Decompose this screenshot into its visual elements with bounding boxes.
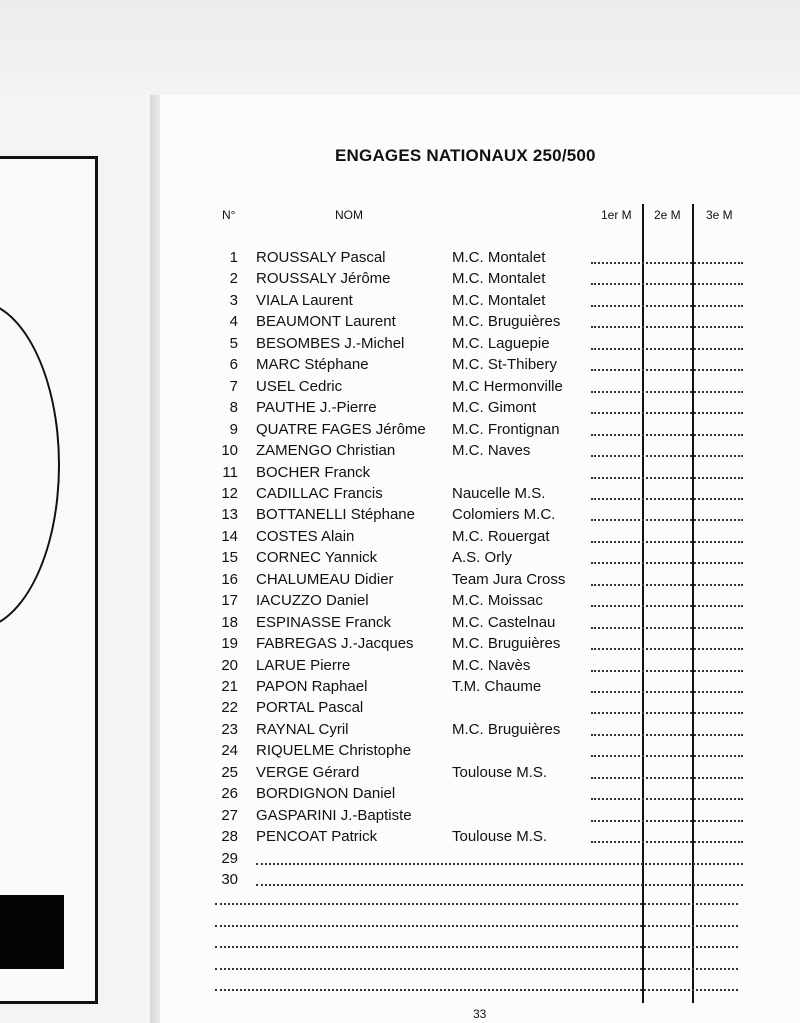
result-dotted-line: [591, 434, 743, 436]
result-dotted-line: [591, 477, 743, 479]
entry-number: 14: [221, 527, 238, 545]
list-item: [210, 569, 750, 590]
rider-club: T.M. Chaume: [452, 678, 542, 695]
rider-club: Team Jura Cross: [452, 570, 566, 588]
entry-number: 30: [221, 871, 238, 889]
result-dotted-line: [591, 262, 743, 264]
header-third-run: 3e M: [706, 208, 733, 222]
blank-line: [215, 968, 738, 970]
rider-club: Colomiers M.C.: [452, 506, 556, 524]
entry-number: 26: [221, 785, 238, 803]
result-dotted-line: [591, 627, 743, 629]
rider-name: COSTES Alain: [256, 527, 355, 545]
list-item: [210, 397, 750, 418]
entry-number: 8: [229, 399, 238, 417]
result-dotted-line: [591, 734, 743, 736]
rider-name: BOTTANELLI Stéphane: [256, 506, 415, 524]
list-item: [210, 655, 750, 676]
entry-number: 22: [221, 699, 238, 717]
rider-club: A.S. Orly: [452, 549, 513, 567]
entry-number: 1: [229, 249, 238, 266]
rider-club: Naucelle M.S.: [452, 484, 546, 502]
entry-number: 20: [221, 656, 238, 674]
list-item: [210, 547, 750, 568]
rider-name: GASPARINI J.-Baptiste: [256, 806, 412, 824]
list-item: [210, 697, 750, 718]
entry-number: 13: [221, 506, 238, 524]
blank-line: [215, 903, 738, 905]
rider-name: CADILLAC Francis: [256, 484, 383, 502]
list-item: [210, 268, 750, 289]
rider-name: PAUTHE J.-Pierre: [256, 399, 377, 417]
rider-name: BESOMBES J.-Michel: [256, 334, 405, 352]
entry-number: 4: [229, 313, 238, 331]
blank-line: [215, 925, 738, 927]
entry-number: 21: [221, 678, 238, 695]
list-item: [210, 354, 750, 375]
list-item: [210, 290, 750, 311]
rider-club: Toulouse M.S.: [452, 828, 548, 846]
rider-club: M.C. Gimont: [452, 399, 537, 417]
result-dotted-line: [591, 283, 743, 285]
entry-number: 17: [221, 592, 238, 610]
list-item: [210, 805, 750, 826]
rider-club: M.C Hermonville: [452, 377, 563, 395]
entry-number: 5: [229, 334, 238, 352]
rider-club: M.C. Bruguières: [452, 313, 561, 331]
empty-entry-dotted-line: [256, 863, 743, 865]
rider-name: CHALUMEAU Didier: [256, 570, 394, 588]
rider-club: M.C. Castelnau: [452, 613, 556, 631]
entry-number: 27: [221, 806, 238, 824]
entry-number: 12: [221, 484, 238, 502]
list-item: [210, 783, 750, 804]
list-item: [210, 869, 750, 890]
rider-name: IACUZZO Daniel: [256, 592, 369, 610]
page-number: 33: [473, 1007, 487, 1021]
rider-club: M.C. Rouergat: [452, 527, 550, 545]
list-item: [210, 526, 750, 547]
result-dotted-line: [591, 755, 743, 757]
list-item: [210, 848, 750, 869]
blank-line: [215, 946, 738, 948]
left-page-black-block: [0, 895, 64, 969]
scan-top-background: [0, 0, 800, 95]
list-item: [210, 333, 750, 354]
result-dotted-line: [591, 584, 743, 586]
result-dotted-line: [591, 305, 743, 307]
rider-name: BEAUMONT Laurent: [256, 313, 396, 331]
rider-name: BORDIGNON Daniel: [256, 785, 396, 803]
result-dotted-line: [591, 391, 743, 393]
rider-name: ESPINASSE Franck: [256, 613, 392, 631]
result-dotted-line: [591, 605, 743, 607]
list-item: [210, 590, 750, 611]
rider-club: M.C. Naves: [452, 442, 531, 460]
rider-name: RIQUELME Christophe: [256, 742, 412, 760]
rider-name: RAYNAL Cyril: [256, 720, 349, 738]
result-dotted-line: [591, 519, 743, 521]
result-dotted-line: [591, 541, 743, 543]
entry-number: 3: [229, 291, 238, 309]
rider-name: USEL Cedric: [256, 377, 343, 395]
result-dotted-line: [591, 562, 743, 564]
entry-number: 2: [229, 270, 238, 288]
result-dotted-line: [591, 648, 743, 650]
result-dotted-line: [591, 841, 743, 843]
result-dotted-line: [591, 369, 743, 371]
list-item: [210, 311, 750, 332]
entry-number: 10: [221, 442, 238, 460]
entry-number: 11: [222, 463, 238, 481]
list-item: [210, 483, 750, 504]
entry-number: 18: [221, 613, 238, 631]
header-name: NOM: [335, 208, 363, 222]
rider-name: VERGE Gérard: [256, 763, 360, 781]
rider-club: M.C. Navès: [452, 656, 531, 674]
entry-number: 29: [221, 849, 238, 867]
list-item: [210, 247, 750, 268]
list-item: [210, 826, 750, 847]
result-dotted-line: [591, 712, 743, 714]
result-dotted-line: [591, 348, 743, 350]
result-dotted-line: [591, 820, 743, 822]
rider-club: M.C. Montalet: [452, 291, 546, 309]
list-item: [210, 612, 750, 633]
rider-club: M.C. Bruguières: [452, 720, 561, 738]
rider-name: PAPON Raphael: [256, 678, 368, 695]
header-second-run: 2e M: [654, 208, 681, 222]
page-title: ENGAGES NATIONAUX 250/500: [335, 146, 596, 165]
rider-club: M.C. Frontignan: [452, 420, 560, 438]
list-item: [210, 676, 750, 697]
rider-name: MARC Stéphane: [256, 356, 369, 374]
entry-number: 16: [221, 570, 238, 588]
list-item: [210, 740, 750, 761]
rider-name: BOCHER Franck: [256, 463, 371, 481]
rider-name: PENCOAT Patrick: [256, 828, 378, 846]
entry-number: 15: [221, 549, 238, 567]
rider-name: CORNEC Yannick: [256, 549, 378, 567]
rider-club: Toulouse M.S.: [452, 763, 548, 781]
entry-number: 7: [229, 377, 238, 395]
rider-club: M.C. Montalet: [452, 249, 546, 266]
empty-entry-dotted-line: [256, 884, 743, 886]
result-dotted-line: [591, 798, 743, 800]
rider-club: M.C. Moissac: [452, 592, 543, 610]
result-dotted-line: [591, 777, 743, 779]
rider-club: M.C. Montalet: [452, 270, 546, 288]
rider-name: PORTAL Pascal: [256, 699, 364, 717]
list-item: [210, 419, 750, 440]
entry-number: 25: [221, 763, 238, 781]
header-number: N°: [222, 208, 236, 222]
blank-line: [215, 989, 738, 991]
entry-number: 24: [221, 742, 238, 760]
entry-number: 19: [221, 635, 238, 653]
result-dotted-line: [591, 498, 743, 500]
result-dotted-line: [591, 455, 743, 457]
list-item: [210, 633, 750, 654]
rider-name: FABREGAS J.-Jacques: [256, 635, 414, 653]
rider-name: VIALA Laurent: [256, 291, 353, 309]
list-item: [210, 762, 750, 783]
rider-club: M.C. Bruguières: [452, 635, 561, 653]
rider-name: ZAMENGO Christian: [256, 442, 396, 460]
rider-club: M.C. Laguepie: [452, 334, 550, 352]
rider-name: ROUSSALY Pascal: [256, 249, 386, 266]
result-dotted-line: [591, 326, 743, 328]
header-first-run: 1er M: [601, 208, 632, 222]
result-dotted-line: [591, 412, 743, 414]
result-dotted-line: [591, 670, 743, 672]
rider-name: QUATRE FAGES Jérôme: [256, 420, 426, 438]
entry-number: 9: [229, 420, 238, 438]
entry-number: 23: [221, 720, 238, 738]
list-item: [210, 440, 750, 461]
rider-name: ROUSSALY Jérôme: [256, 270, 391, 288]
list-item: [210, 462, 750, 483]
list-item: [210, 504, 750, 525]
list-item: [210, 719, 750, 740]
rider-club: M.C. St-Thibery: [452, 356, 558, 374]
result-dotted-line: [591, 691, 743, 693]
rider-name: LARUE Pierre: [256, 656, 351, 674]
list-item: [210, 376, 750, 397]
entry-number: 28: [221, 828, 238, 846]
entry-number: 6: [229, 356, 238, 374]
